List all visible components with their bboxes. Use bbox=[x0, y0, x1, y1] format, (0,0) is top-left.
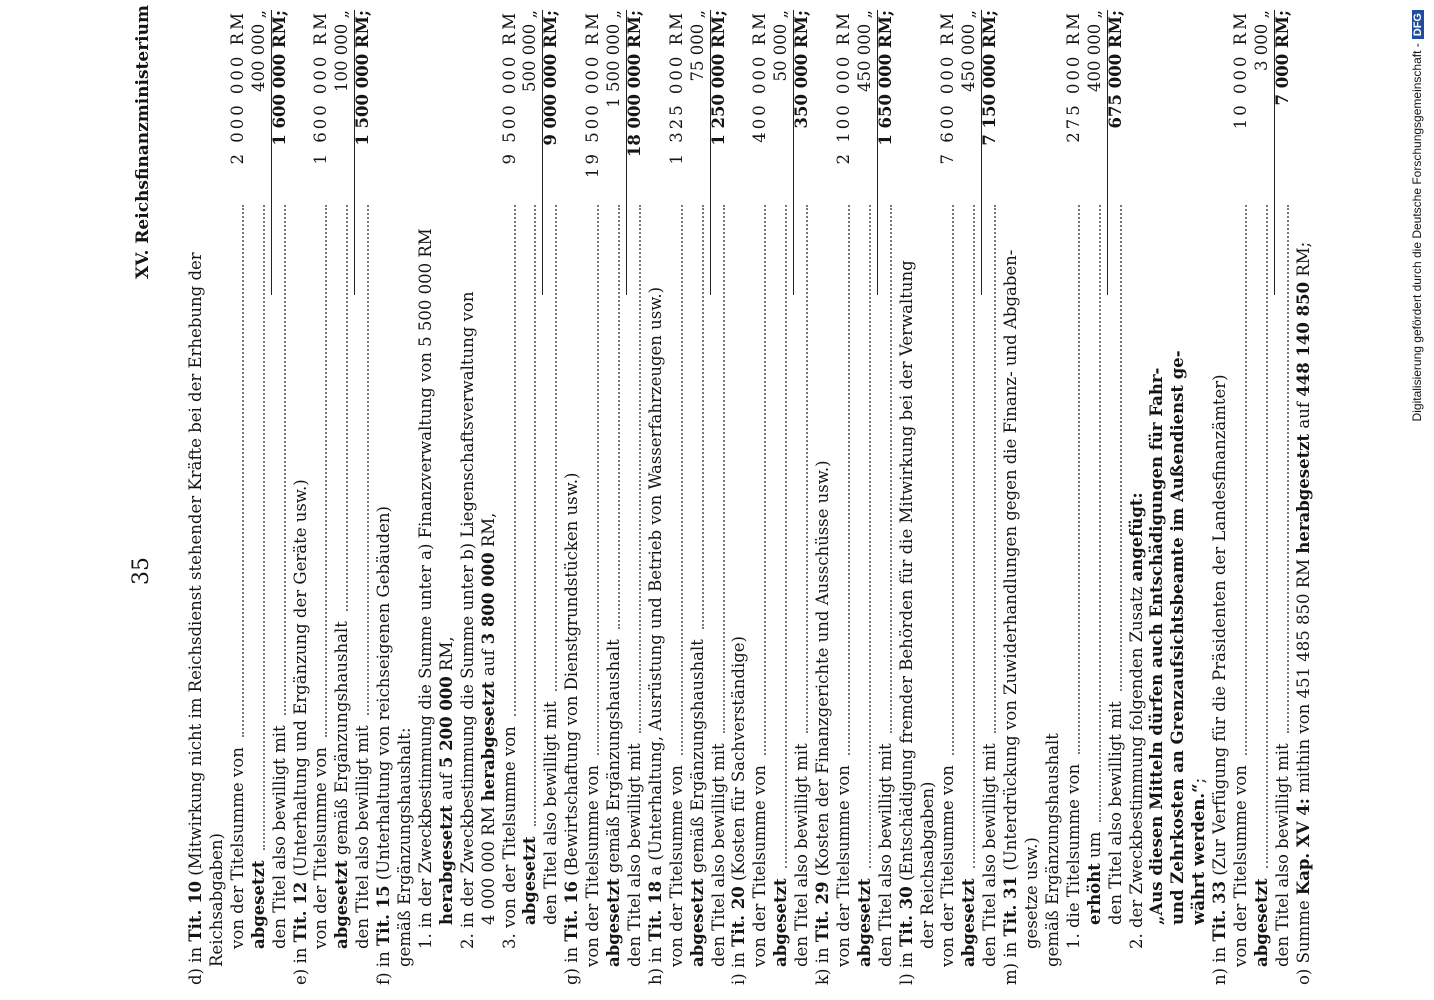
dfg-logo: DFG bbox=[1412, 10, 1424, 39]
text-run: o) Summe bbox=[1293, 895, 1313, 985]
bold-run: abgesetzt bbox=[771, 878, 791, 967]
amount-total: 675 000 RM; bbox=[1105, 10, 1125, 129]
amount: 400 000 „ bbox=[1084, 10, 1104, 93]
text-run: f) in bbox=[374, 946, 394, 985]
text-run: RM; bbox=[1293, 241, 1313, 282]
text-run: von der Titelsumme von bbox=[750, 765, 770, 967]
dot-leader bbox=[869, 205, 871, 868]
text-run: den Titel also bewilligt mit bbox=[541, 701, 561, 925]
text-run: RM, bbox=[478, 512, 498, 553]
amount: 7 600 000 RM bbox=[938, 10, 958, 165]
dot-leader bbox=[890, 205, 892, 733]
dot-leader bbox=[263, 205, 265, 850]
running-head: XV. Reichsfinanzministerium bbox=[133, 5, 153, 279]
bold-run: 5 200 000 bbox=[436, 676, 456, 769]
dot-leader bbox=[994, 205, 996, 733]
text-run: (Zur Verfügung für die Präsidenten der Landesfinanzämter) bbox=[1210, 374, 1230, 881]
text-run: gemäß Ergänzungshaushalt bbox=[332, 621, 352, 861]
text-run: den Titel also bewilligt mit bbox=[624, 743, 644, 967]
text-run: e) in bbox=[290, 942, 310, 985]
text-run: (Bewirtschaftung von Dienstgrundstücken usw.) bbox=[562, 472, 582, 881]
dot-leader bbox=[325, 205, 327, 737]
bold-run: herabgesetzt bbox=[436, 805, 456, 925]
text-run: g) in bbox=[562, 941, 582, 985]
amount: 500 000 „ bbox=[520, 10, 540, 93]
line-text bbox=[1291, 242, 1317, 985]
dot-leader bbox=[618, 205, 620, 629]
dot-leader bbox=[555, 205, 557, 691]
text-run: gemäß Ergänzungshaushalt: bbox=[395, 727, 414, 967]
amount-total: 7 000 RM; bbox=[1272, 10, 1292, 106]
amount: 9 500 000 RM bbox=[499, 10, 519, 165]
document-page bbox=[125, 5, 1315, 985]
bold-run: Tit. 10 bbox=[186, 880, 205, 942]
text-run: Reichsabgaben) bbox=[206, 833, 226, 967]
text-run: gesetze usw.) bbox=[1022, 837, 1041, 949]
amount: 400 000 RM bbox=[750, 10, 770, 143]
amount: 10 000 RM bbox=[1231, 10, 1250, 130]
text-run: gemäß Ergänzungshaushalt bbox=[604, 639, 623, 879]
text-run: h) in bbox=[645, 941, 665, 985]
dot-leader bbox=[1245, 205, 1247, 755]
bold-run: abgesetzt bbox=[1251, 878, 1271, 967]
dot-leader bbox=[534, 205, 536, 826]
dot-leader bbox=[1266, 205, 1268, 868]
text-run: den Titel also bewilligt mit bbox=[792, 743, 812, 967]
text-run: 3. von der Titelsumme von bbox=[499, 726, 519, 949]
text-run: a (Unterhaltung, Ausrüstung und Betrieb von Wasserfahrzeugen usw.) bbox=[645, 286, 665, 881]
amount-total: 9 000 000 RM; bbox=[541, 10, 561, 146]
text-run: l) in bbox=[896, 946, 916, 985]
text-run: von der Titelsumme von bbox=[227, 747, 247, 949]
text-run: (Kosten der Finanzgerichte und Ausschüsse usw.) bbox=[813, 460, 832, 882]
bold-run: abgesetzt bbox=[687, 878, 707, 967]
bold-run: Tit. 30 bbox=[896, 886, 916, 947]
amount: 1 325 000 RM bbox=[666, 10, 686, 165]
bold-run: abgesetzt bbox=[604, 878, 623, 967]
text-run: i) in bbox=[729, 946, 749, 985]
bold-run: angefügt: bbox=[1126, 492, 1146, 582]
document-line bbox=[1291, 5, 1317, 985]
text-run: von der Titelsumme von bbox=[311, 747, 331, 949]
amount: 1 600 000 RM bbox=[311, 10, 331, 165]
text-run: (Mitwirkung nicht im Reichsdienst stehender Kräfte bei der Erhebung der bbox=[186, 252, 205, 881]
dot-leader bbox=[952, 205, 954, 755]
text-run: (Entschädigung fremder Behörden für die Mitwirkung bei der Verwaltung bbox=[896, 260, 916, 887]
dot-leader bbox=[723, 205, 725, 733]
text-run: m) in bbox=[1001, 936, 1021, 985]
text-run: von der Titelsumme von bbox=[583, 765, 603, 967]
amount-total: 18 000 000 RM; bbox=[624, 10, 644, 158]
text-run: auf bbox=[478, 644, 498, 682]
amount: 450 000 „ bbox=[959, 10, 979, 93]
text-run: ; bbox=[1189, 777, 1209, 784]
text-run: von der Titelsumme von bbox=[938, 765, 958, 967]
bold-run: abgesetzt bbox=[854, 878, 874, 967]
text-run: RM, bbox=[436, 636, 456, 677]
amount: 2 100 000 RM bbox=[833, 10, 853, 165]
text-run: von der Titelsumme von bbox=[666, 765, 686, 967]
text-run: 4 000 000 RM bbox=[478, 801, 498, 925]
amount-total: 350 000 RM; bbox=[792, 10, 812, 129]
bold-run: Tit. 12 bbox=[290, 881, 310, 943]
amount: 1 500 000 „ bbox=[604, 10, 623, 108]
text-run: 1. die Titelsumme von bbox=[1063, 763, 1083, 949]
text-run: gemäß Ergänzungshaushalt bbox=[687, 639, 707, 879]
bold-run: Tit. 29 bbox=[813, 881, 832, 943]
bold-run: 3 800 000 bbox=[478, 552, 498, 645]
bold-run: „Aus diesen Mitteln dürfen auch Entschädigungen für Fahr- bbox=[1147, 367, 1167, 925]
text-run: von der Titelsumme von bbox=[833, 765, 853, 967]
bold-run: Tit. 20 bbox=[729, 886, 749, 947]
bold-run: Tit. 18 bbox=[645, 880, 665, 942]
bold-run: und Zehrkosten an Grenzaufsichtsbeamte im Außendienst ge- bbox=[1168, 350, 1188, 925]
dot-leader bbox=[1120, 205, 1122, 691]
text-run: (Unterdrückung von Zuwiderhandlungen gegen die Finanz- und Abgaben- bbox=[1001, 249, 1021, 876]
bold-run: Tit. 31 bbox=[1001, 875, 1021, 937]
text-run: den Titel also bewilligt mit bbox=[875, 743, 895, 967]
text-run: den Titel also bewilligt mit bbox=[980, 743, 1000, 967]
bold-run: herabgesetzt bbox=[478, 681, 498, 802]
dot-leader bbox=[785, 205, 787, 868]
dot-leader bbox=[639, 205, 641, 733]
dot-leader bbox=[681, 205, 683, 755]
amount: 275 000 RM bbox=[1063, 10, 1083, 143]
dot-leader bbox=[764, 205, 766, 755]
text-run: n) in bbox=[1210, 941, 1230, 985]
amount: 50 000 „ bbox=[771, 10, 791, 82]
text-run: den Titel also bewilligt mit bbox=[1105, 701, 1125, 925]
dot-leader bbox=[514, 205, 516, 716]
bold-run: währt werden.“ bbox=[1189, 783, 1209, 925]
dot-leader bbox=[367, 205, 369, 715]
dot-leader bbox=[806, 205, 808, 733]
funder-note-text: Digitalisierung gefördert durch die Deutsche Forschungsgemeinschaft - bbox=[1410, 43, 1424, 422]
amount: 400 000 „ bbox=[248, 10, 268, 93]
text-run: den Titel also bewilligt mit bbox=[708, 743, 728, 967]
bold-run: Tit. 16 bbox=[562, 880, 582, 942]
text-run: d) in bbox=[186, 941, 205, 985]
amount-total: 1 500 000 RM; bbox=[353, 10, 373, 146]
dot-leader bbox=[346, 205, 348, 611]
funder-note bbox=[1410, 10, 1428, 970]
bold-run: abgesetzt bbox=[332, 860, 352, 949]
page-number: 35 bbox=[129, 557, 154, 585]
bold-run: abgesetzt bbox=[520, 836, 540, 925]
amount-total: 1 650 000 RM; bbox=[875, 10, 895, 146]
text-run: der Reichsabgaben) bbox=[917, 781, 937, 949]
dot-leader bbox=[1078, 205, 1080, 754]
amount: 75 000 „ bbox=[687, 10, 707, 82]
dot-leader bbox=[1099, 205, 1101, 822]
bold-run: herabgesetzt bbox=[1293, 433, 1313, 554]
amount: 2 000 000 RM bbox=[227, 10, 247, 165]
text-run: mithin von 451 485 850 RM bbox=[1293, 553, 1313, 799]
amount-total: 7 150 000 RM; bbox=[980, 10, 1000, 146]
text-run: den Titel also bewilligt mit bbox=[269, 725, 289, 949]
dot-leader bbox=[242, 205, 244, 737]
text-run: 2. in der Zweckbestimmung die Summe unter b) Liegenschaftsverwaltung von bbox=[457, 291, 477, 949]
bold-run: Tit. 15 bbox=[374, 885, 394, 947]
dot-leader bbox=[284, 205, 286, 715]
text-run: 1. in der Zweckbestimmung die Summe unter a) Finanzverwaltung von 5 500 000 RM bbox=[415, 228, 435, 949]
text-run: von der Titelsumme von bbox=[1231, 765, 1250, 967]
amount: 450 000 „ bbox=[854, 10, 874, 93]
text-run: um bbox=[1084, 831, 1104, 864]
bold-run: erhöht bbox=[1084, 863, 1104, 925]
dot-leader bbox=[973, 205, 975, 868]
amount: 100 000 „ bbox=[332, 10, 352, 93]
text-run: (Kosten für Sachverständige) bbox=[729, 636, 749, 887]
text-run: gemäß Ergänzungshaushalt bbox=[1042, 733, 1062, 967]
dot-leader bbox=[702, 205, 704, 629]
dot-leader bbox=[597, 205, 599, 755]
amount-total: 1 600 000 RM; bbox=[269, 10, 289, 146]
dot-leader bbox=[1287, 205, 1289, 733]
bold-run: abgesetzt bbox=[959, 878, 979, 967]
text-run: k) in bbox=[813, 942, 832, 985]
amount: 19 500 000 RM bbox=[583, 10, 603, 179]
amount-total: 1 250 000 RM; bbox=[708, 10, 728, 146]
text-run: den Titel also bewilligt mit bbox=[353, 725, 373, 949]
bold-run: Kap. XV 4: bbox=[1293, 798, 1313, 896]
bold-run: Tit. 33 bbox=[1210, 880, 1230, 942]
bold-run: 448 140 850 bbox=[1293, 281, 1313, 397]
amount: 3 000 „ bbox=[1251, 10, 1271, 72]
text-run: auf bbox=[1293, 396, 1313, 434]
text-run: den Titel also bewilligt mit bbox=[1272, 743, 1292, 967]
text-run: auf bbox=[436, 768, 456, 806]
text-run: (Unterhaltung und Ergänzung der Geräte usw.) bbox=[290, 479, 310, 882]
text-run: (Unterhaltung von reichseigenen Gebäuden) bbox=[374, 506, 394, 886]
page-header bbox=[125, 5, 175, 985]
bold-run: abgesetzt bbox=[248, 860, 268, 949]
dot-leader bbox=[848, 205, 850, 755]
text-run: 2. der Zweckbestimmung folgenden Zusatz bbox=[1126, 581, 1146, 949]
